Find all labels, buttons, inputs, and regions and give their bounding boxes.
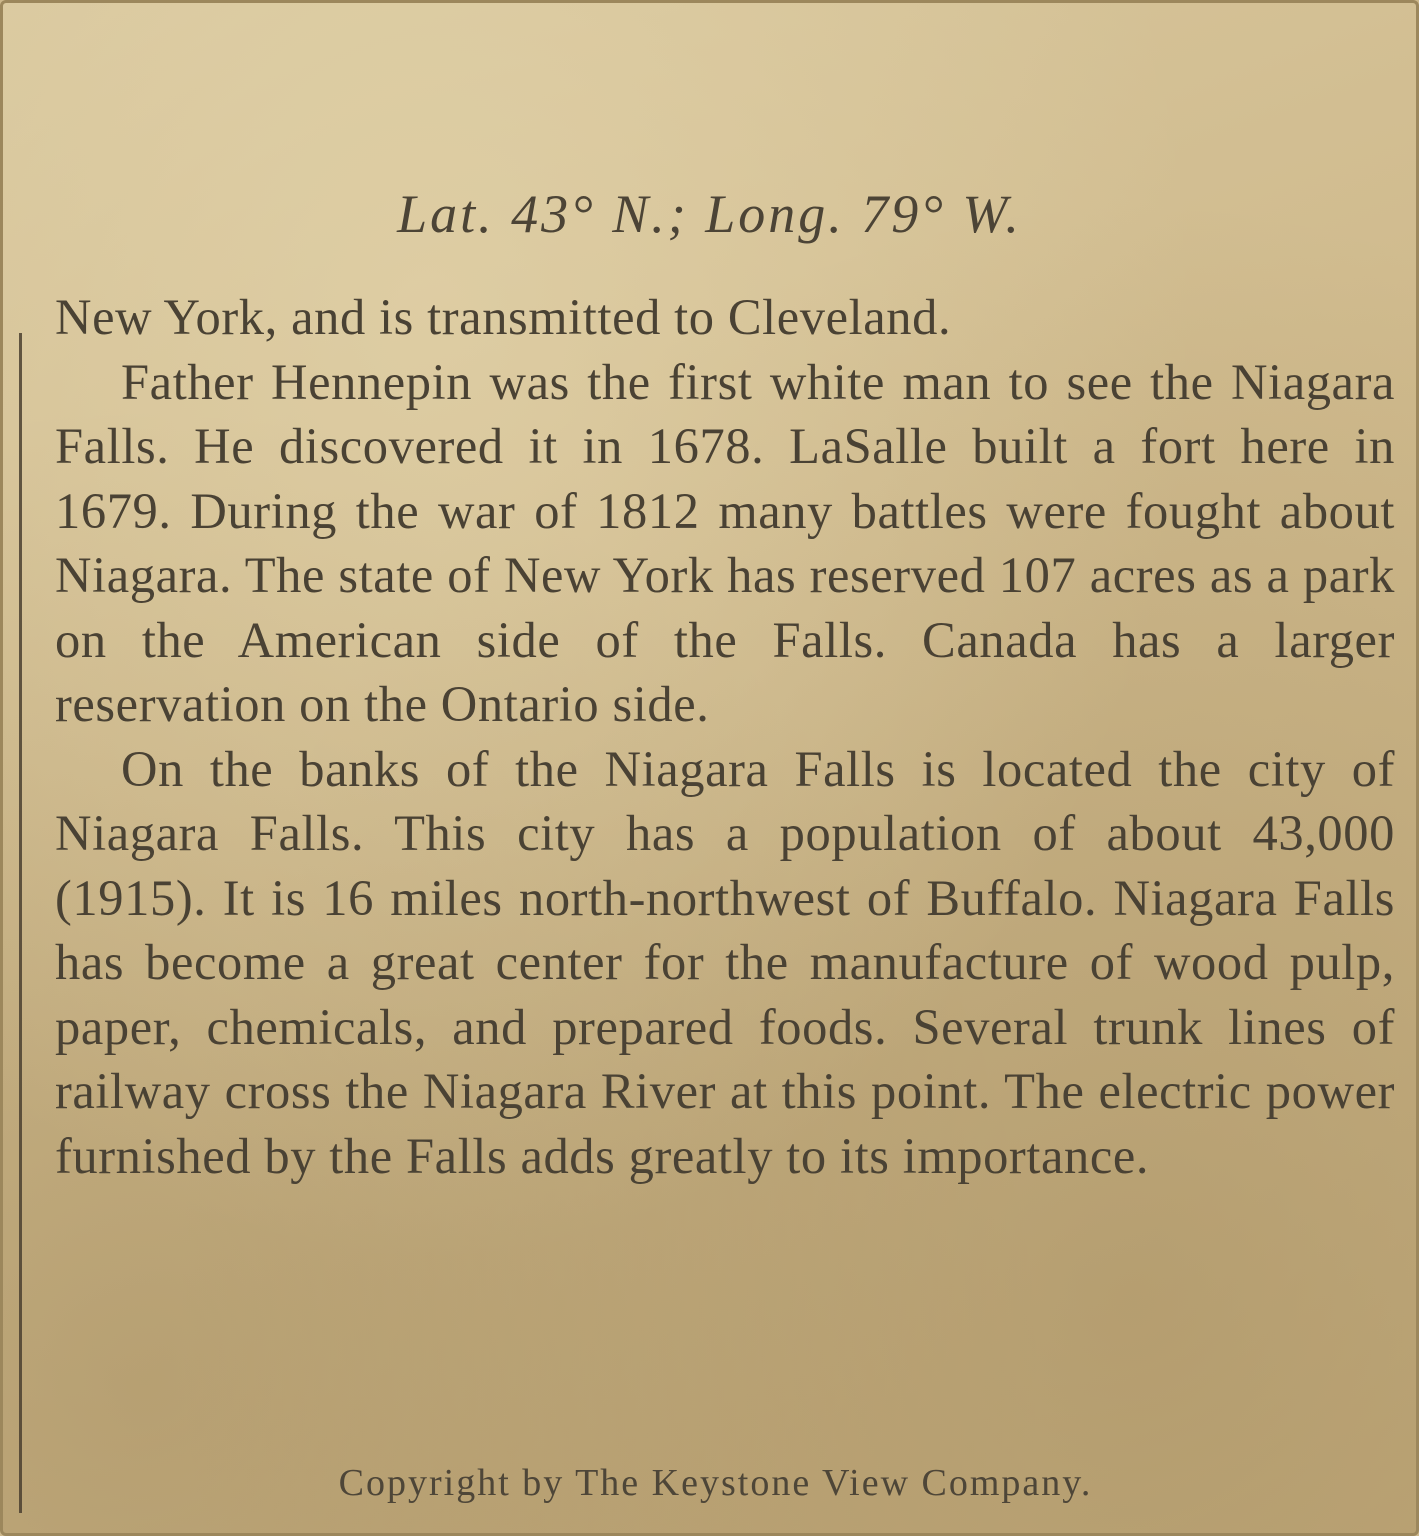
- left-margin-rule: [19, 333, 22, 1513]
- paragraph-city: On the banks of the Niagara Falls is located the city of Niagara Falls. This city has a population of about 43,000 (1915). It is 16 miles north-northwest of Buffalo. Niagara Falls has become a great center for the manufacture of wood pulp, paper, chemicals, and prepared foods. Several trunk lines of railway cross the Niagara River at this point. The electric power furnished by the Falls adds greatly to its importance.: [55, 740, 1395, 1184]
- description-text: [55, 285, 1395, 1188]
- copyright-line: Copyright by The Keystone View Company.: [338, 1462, 1093, 1504]
- paragraph-continuation: New York, and is transmitted to Cleveland.: [55, 289, 952, 345]
- paragraph-history: Father Hennepin was the first white man to see the Niagara Falls. He discovered it in 1678. LaSalle built a fort here in 1679. During the war of 1812 many battles were fought about Niagara. The state of New York has reserved 107 acres as a park on the American side of the Falls. Canada has a larger reservation on the Ontario side.: [55, 353, 1395, 732]
- coordinates-heading: Lat. 43° N.; Long. 79° W.: [397, 184, 1022, 244]
